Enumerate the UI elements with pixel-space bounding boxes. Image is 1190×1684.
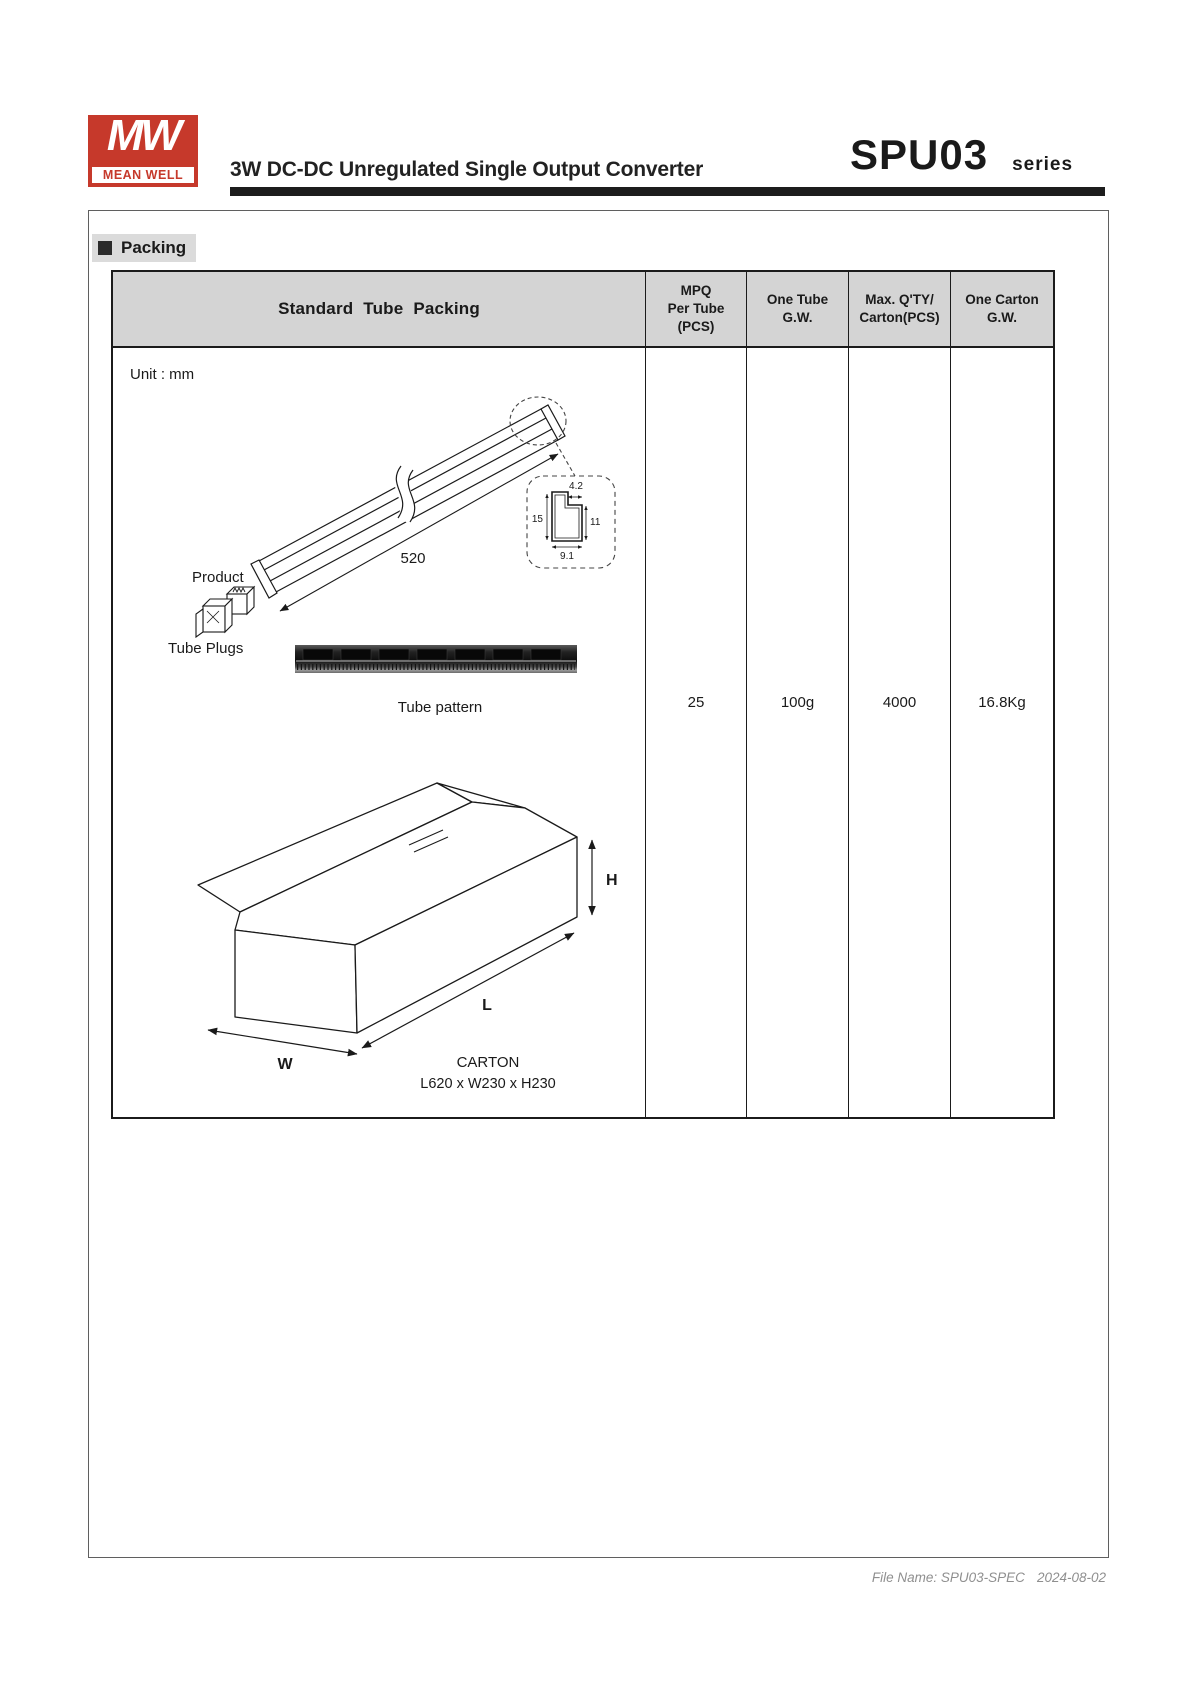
tube-pattern-label: Tube pattern (397, 699, 483, 716)
carton-width-label: W (277, 1056, 293, 1073)
tube-length-dimension (280, 454, 558, 611)
tube-plugs-label: Tube Plugs (168, 640, 244, 657)
file-date: 2024-08-02 (1036, 1570, 1106, 1585)
cell-mpq-per-tube (646, 348, 747, 1117)
carton-size-caption: L620 x W230 x H230 (420, 1076, 556, 1092)
carton-caption: CARTON (456, 1054, 520, 1071)
tube-plugs-drawing (196, 587, 254, 637)
document-title: 3W DC-DC Unregulated Single Output Converter (230, 158, 704, 181)
one-tube-gw-value: 100g (780, 694, 815, 711)
cross-section-top-dim: 4.2 (569, 481, 583, 492)
tube-cross-section (532, 481, 601, 562)
tube-drawing (251, 405, 565, 598)
column-header-mpq-per-tube: MPQ Per Tube (PCS) (646, 272, 747, 348)
column-header-one-carton-gw: One Carton G.W. (951, 272, 1053, 348)
column-header-max-qty-carton: Max. Q'TY/ Carton(PCS) (849, 272, 951, 348)
section-bullet-icon (98, 241, 112, 255)
carton-length-label: L (482, 997, 492, 1014)
series-suffix: series (1012, 154, 1074, 175)
mpq-value: 25 (687, 694, 705, 711)
section-heading-packing (92, 234, 196, 262)
packing-table (111, 270, 1055, 1119)
cell-one-carton-gw (951, 348, 1053, 1117)
series-name: SPU03 (850, 131, 989, 178)
series-title (850, 131, 1074, 178)
mean-well-logo (88, 111, 198, 187)
cross-section-bottom-dim: 9.1 (560, 551, 574, 562)
file-name: File Name: SPU03-SPEC (871, 1570, 1025, 1585)
packing-diagram-cell (113, 348, 646, 1117)
one-carton-gw-value: 16.8Kg (978, 694, 1026, 711)
carton-drawing (198, 783, 577, 1033)
cell-max-qty-carton (849, 348, 951, 1117)
cross-section-right-dim: 11 (590, 517, 601, 528)
unit-label: Unit : mm (130, 366, 195, 383)
mean-well-wordmark: MEAN WELL (92, 167, 194, 183)
tube-length-label: 520 (400, 550, 426, 567)
max-qty-value: 4000 (882, 694, 917, 711)
footer-file-info (872, 1570, 1106, 1585)
header-divider-bar (230, 187, 1105, 196)
packing-diagram (113, 348, 646, 1117)
detail-callout (510, 397, 615, 568)
tube-pattern-image (295, 645, 577, 673)
product-label: Product (192, 569, 244, 586)
column-header-one-tube-gw: One Tube G.W. (747, 272, 849, 348)
carton-height-label: H (606, 872, 618, 889)
mw-logo-glyph: MW (106, 111, 180, 160)
cross-section-left-dim: 15 (531, 514, 543, 525)
column-header-standard-tube-packing: Standard Tube Packing (113, 272, 646, 348)
cell-one-tube-gw (747, 348, 849, 1117)
section-title: Packing (121, 238, 187, 257)
